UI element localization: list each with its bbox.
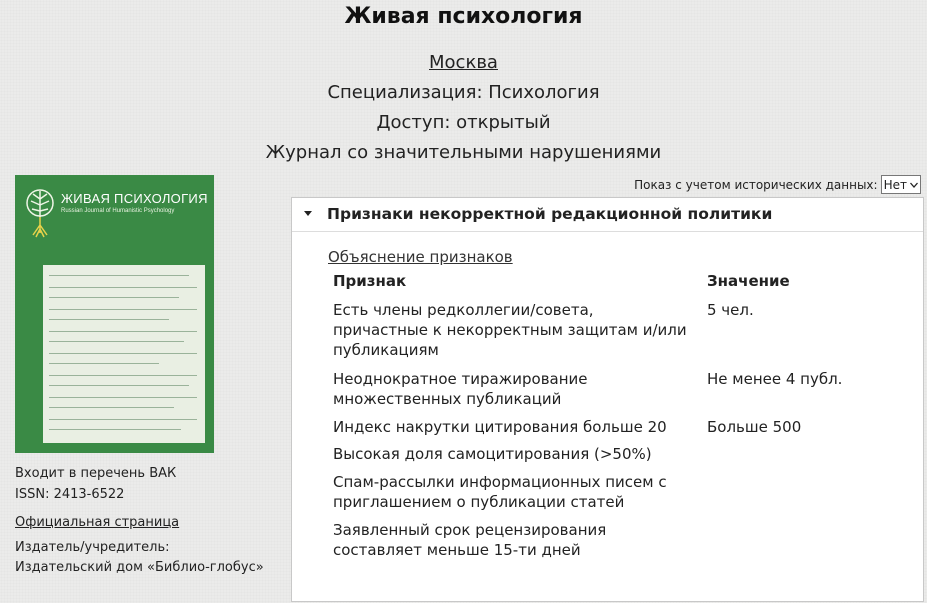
issn: ISSN: 2413-6522	[15, 487, 125, 502]
sign-header: Признак	[333, 272, 407, 290]
row-value: Не менее 4 публ.	[707, 370, 843, 388]
value-header: Значение	[707, 272, 790, 290]
panel-title: Признаки некорректной редакционной политики	[327, 205, 773, 223]
chevron-down-icon	[910, 182, 918, 188]
city-link-wrap	[0, 52, 927, 73]
publisher-name: Издательский дом «Библио-глобус»	[15, 560, 264, 575]
city-link[interactable]: Москва	[429, 52, 498, 73]
cover-subtitle: Russian Journal of Humanistic Psychology	[61, 208, 175, 214]
cover-contents	[43, 265, 205, 443]
table-row: Высокая доля самоцитирования (>50%)	[333, 445, 652, 463]
history-filter	[634, 175, 921, 194]
history-filter-label: Показ с учетом исторических данных:	[634, 177, 878, 192]
access-status: Доступ: открытый	[376, 112, 551, 133]
editorial-policy-panel	[291, 197, 924, 602]
table-row: Заявленный срок рецензирования составляет меньше 15-ти дней	[333, 521, 607, 559]
tree-logo-icon	[23, 187, 57, 239]
panel-header[interactable]	[292, 198, 923, 232]
journal-cover	[15, 175, 214, 453]
specialization: Специализация: Психология	[327, 82, 600, 103]
row-value: 5 чел.	[707, 301, 754, 319]
table-row: Индекс накрутки цитирования больше 20	[333, 418, 667, 436]
table-row: Спам-рассылки информационных писем с приглашением о публикации статей	[333, 473, 667, 511]
history-select-value: Нет	[883, 177, 907, 192]
history-select[interactable]	[881, 175, 921, 194]
official-page-link[interactable]: Официальная страница	[15, 515, 180, 530]
explanation-link[interactable]: Объяснение признаков	[328, 248, 513, 266]
publisher-label: Издатель/учредитель:	[15, 540, 170, 555]
table-row: Есть члены редколлегии/совета, причастные к некорректным защитам и/или публикациям	[333, 301, 687, 359]
row-value: Больше 500	[707, 418, 802, 436]
violation-status: Журнал со значительными нарушениями	[265, 142, 662, 163]
table-row: Неоднократное тиражирование множественных публикаций	[333, 370, 588, 408]
collapse-arrow-icon[interactable]	[304, 211, 312, 216]
vak-status: Входит в перечень ВАК	[15, 466, 177, 481]
cover-title: ЖИВАЯ ПСИХОЛОГИЯ	[61, 191, 208, 206]
journal-title: Живая психология	[344, 4, 583, 29]
